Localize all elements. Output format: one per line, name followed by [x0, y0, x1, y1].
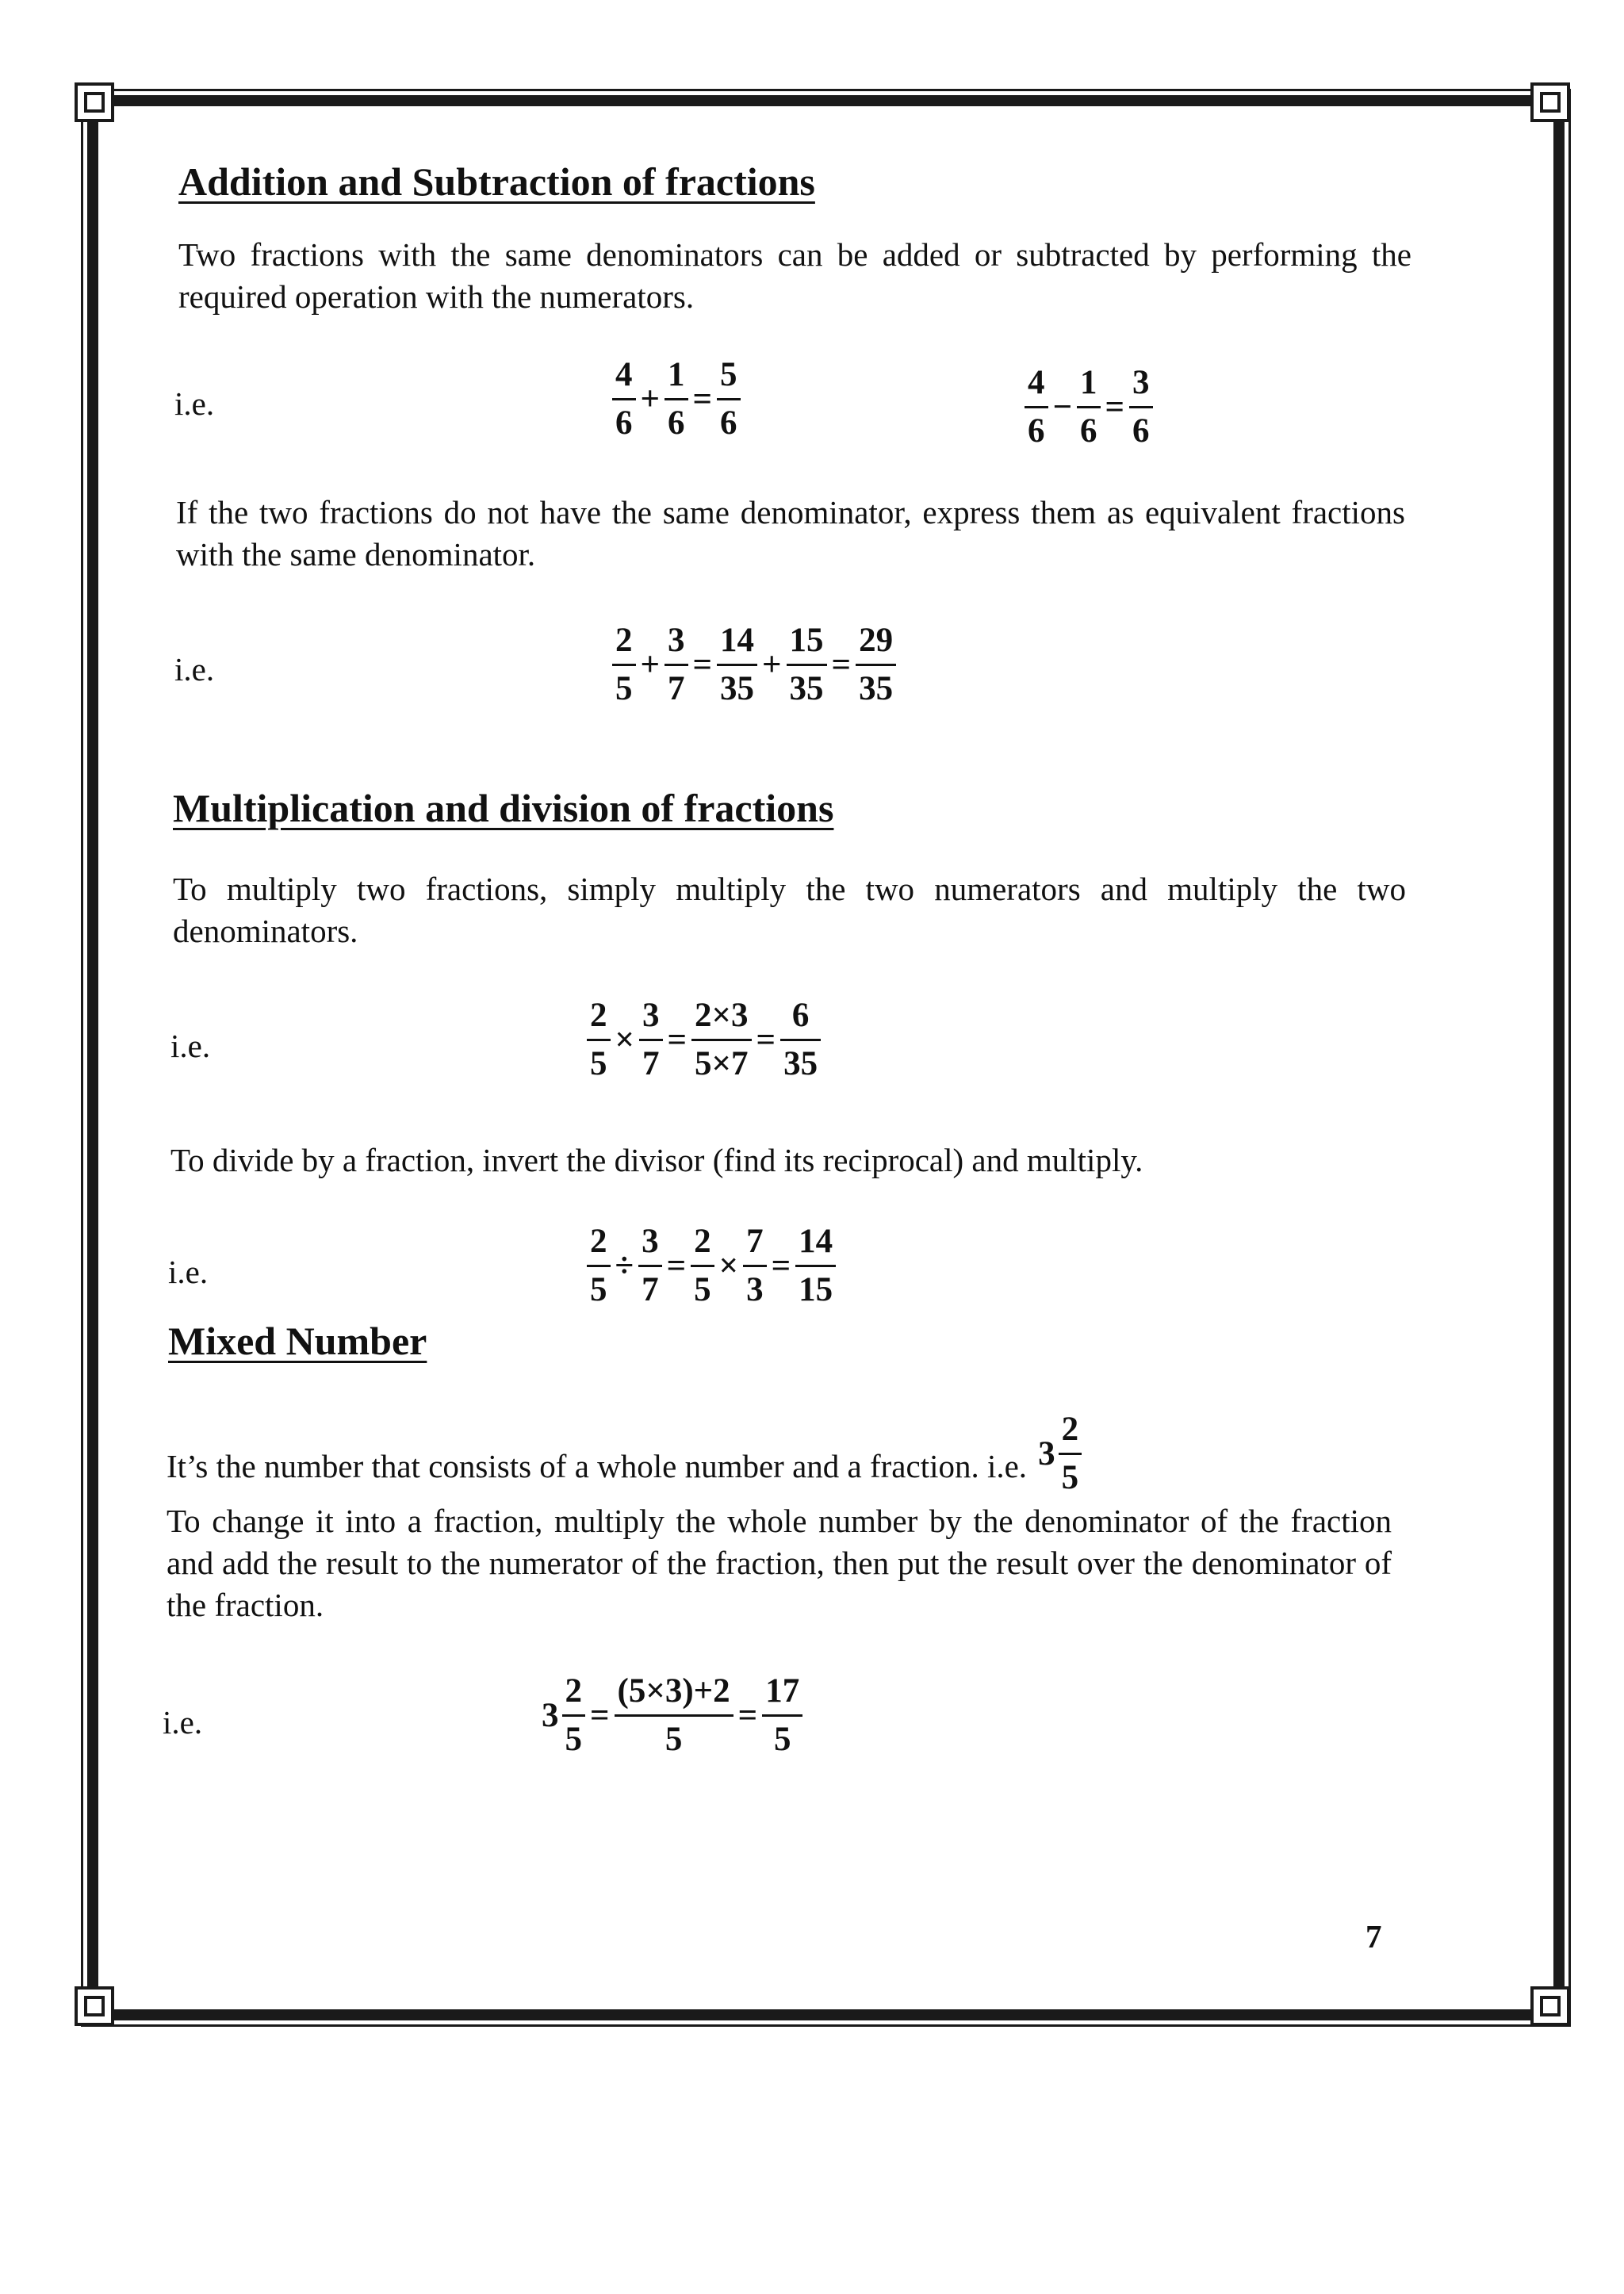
equation-subtraction: $\frac{4}{6}$ − $\frac{1}{6}$ = $\frac{3}{6}$ — [1023, 365, 1155, 450]
ie-label: i.e. — [163, 1704, 203, 1741]
fraction: $\frac{(5\times 3)+2}{5}$ — [615, 1673, 733, 1758]
equation-unlike-denominators: $\frac{2}{5}$ + $\frac{3}{7}$ = $\frac{14}{35}$ + $\frac{15}{35}$ = $\frac{29}{35}$ — [611, 622, 898, 707]
fraction: $\frac{1}{6}$ — [1077, 365, 1101, 450]
fraction: $\frac{3}{7}$ — [665, 622, 688, 707]
fraction: $\frac{2}{5}$ — [562, 1673, 586, 1758]
ie-label: i.e. — [170, 1028, 211, 1064]
fraction: $\frac{14}{35}$ — [717, 622, 757, 707]
paragraph-mul-intro: To multiply two fractions, simply multiply the two numerators and multiply the two denominators. — [173, 871, 1406, 949]
fraction: $\frac{2}{5}$ — [691, 1224, 714, 1308]
paragraph-add-sub-equivalent: If the two fractions do not have the same denominator, express them as equivalent fractions with the same denominator. — [176, 494, 1405, 573]
equation-division: $\frac{2}{5}$ ÷ $\frac{3}{7}$ = $\frac{2}{5}$ × $\frac{7}{3}$ = $\frac{14}{15}$ — [585, 1224, 837, 1308]
fraction: $\frac{2}{5}$ — [587, 998, 611, 1082]
heading-mul-div: Multiplication and division of fractions — [173, 786, 834, 830]
ie-label: i.e. — [168, 1254, 209, 1290]
fraction: $\frac{17}{5}$ — [762, 1673, 802, 1758]
fraction: $\frac{2}{5}$ — [587, 1224, 611, 1308]
fraction: $\frac{2}{5}$ — [612, 622, 636, 707]
definition-text: It’s the number that consists of a whole number and a fraction. i.e. — [167, 1447, 1028, 1484]
fraction: $\frac{3}{7}$ — [638, 1224, 662, 1308]
fraction: $\frac{2}{5}$ — [1059, 1411, 1082, 1496]
fraction: $\frac{7}{3}$ — [743, 1224, 767, 1308]
fraction: $\frac{4}{6}$ — [612, 357, 636, 442]
paragraph-mixed-conversion: To change it into a fraction, multiply the whole number by the denominator of the fraction and add the result to the numerator of the fraction, then put the result over the denominator of the fraction. — [167, 1503, 1392, 1623]
page-border — [87, 95, 1565, 2020]
equation-mixed-to-fraction: 3 $\frac{2}{5}$ = $\frac{(5\times 3)+2}{5}$ = $\frac{17}{5}$ — [542, 1673, 804, 1758]
corner-ornament — [1530, 1986, 1570, 2026]
fraction: $\frac{1}{6}$ — [665, 357, 688, 442]
fraction: $\frac{15}{35}$ — [787, 622, 827, 707]
fraction: $\frac{6}{35}$ — [780, 998, 821, 1082]
corner-ornament — [1530, 82, 1570, 122]
paragraph-add-sub-intro: Two fractions with the same denominators can be added or subtracted by performing the required operation with the numerators. — [178, 236, 1411, 315]
heading-mixed-number: Mixed Number — [168, 1319, 427, 1363]
mixed-number-definition — [167, 1411, 1083, 1496]
equation-addition: $\frac{4}{6}$ + $\frac{1}{6}$ = $\frac{5}{6}$ — [611, 357, 742, 442]
fraction: $\frac{4}{6}$ — [1025, 365, 1048, 450]
fraction: $\frac{3}{6}$ — [1129, 365, 1153, 450]
page-number: 7 — [1365, 1918, 1382, 1955]
mixed-number-example: 3 $\frac{2}{5}$ — [1038, 1411, 1083, 1496]
equation-multiplication: $\frac{2}{5}$ × $\frac{3}{7}$ = $\frac{2\times 3}{5\times 7}$ = $\frac{6}{35}$ — [585, 998, 822, 1082]
corner-ornament — [75, 82, 114, 122]
paragraph-division: To divide by a fraction, invert the divisor (find its reciprocal) and multiply. — [170, 1142, 1143, 1178]
fraction: $\frac{5}{6}$ — [717, 357, 741, 442]
heading-add-sub: Addition and Subtraction of fractions — [178, 159, 815, 204]
corner-ornament — [75, 1986, 114, 2026]
fraction: $\frac{29}{35}$ — [856, 622, 896, 707]
ie-label: i.e. — [174, 651, 215, 687]
fraction: $\frac{3}{7}$ — [639, 998, 663, 1082]
fraction: $\frac{14}{15}$ — [795, 1224, 836, 1308]
fraction: $\frac{2\times 3}{5\times 7}$ — [691, 998, 752, 1082]
ie-label: i.e. — [174, 385, 215, 422]
